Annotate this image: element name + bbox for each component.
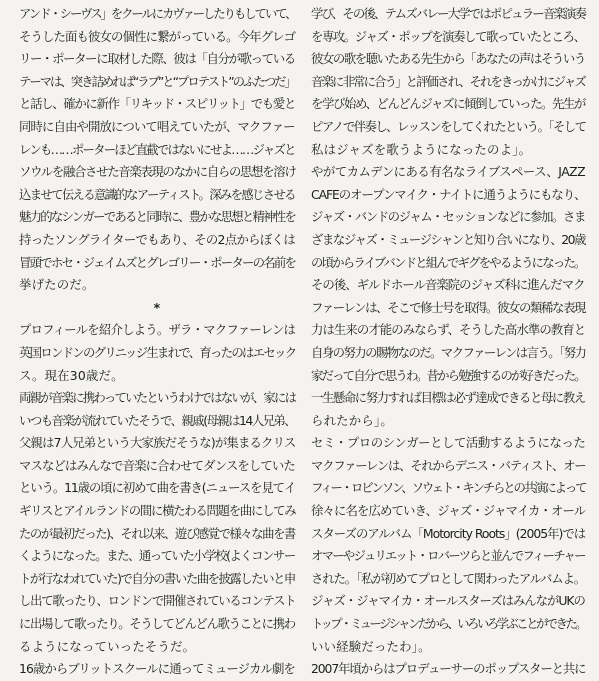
text-line: リー・ポーターに取材した際、彼は「自分が歌っている — [19, 51, 295, 67]
text-line: 音楽に非常に合う」と評価され、それをきっかけにジャズ — [311, 73, 585, 89]
text-line: ざまなジャズ・ミュージシャンと知り合いになり、20歳 — [311, 231, 586, 247]
text-line: 徐々に名を広めていき、ジャズ・ジャマイカ・オール — [311, 503, 586, 519]
text-line: いつも音楽が流れていたそうで、親戚(母親は14人兄弟、 — [19, 412, 296, 428]
text-line: アンド・シーヴス」をクールにカヴァーしたりもしていて、 — [19, 6, 296, 21]
text-line: 冒頭でホセ・ジェイムズとグレゴリー・ポーターの名前を — [19, 254, 296, 270]
text-line: 両親が音楽に携わっていたというわけではないが、家には — [19, 390, 296, 406]
text-line: CAFEのオープンマイク・ナイトに通うようにもなり、 — [311, 186, 586, 202]
text-line: レンも……ポーターほど直截ではないにせよ……ジャズと — [19, 141, 295, 157]
text-line: られたから」。 — [311, 412, 393, 428]
text-line: そうした面も彼女の個性に繋がっている。今年グレゴ — [19, 28, 296, 44]
text-line: たのが最初だった)、それ以来、遊び感覚で様々な曲を書 — [19, 525, 295, 541]
right-column — [311, 3, 585, 681]
text-line: マスなどはみんなで音楽に合わせてダンスをしていた — [19, 457, 295, 473]
text-line: 彼女の歌を聴いたある先生から「あなたの声はそういう — [311, 51, 585, 67]
text-line: を学び始め、どんどんジャズに傾倒していった。先生が — [311, 96, 586, 112]
text-line: トップ・ミュージシャンだから、いろいろ学ぶことができた。 — [311, 616, 586, 632]
text-line: プロフィールを紹介しよう。ザラ・マクファーレンは — [19, 322, 296, 338]
text-line: ス。現在30歳だ。 — [19, 367, 124, 383]
text-line: 同時に自由や開放について唱えていたが、マクファー — [19, 118, 295, 134]
text-line: 力は生来の才能のみならず、そうした高水準の教育と — [311, 322, 586, 338]
text-line: し出て歌ったり、ロンドンで開催されているコンテスト — [19, 593, 296, 609]
text-line: るようになっていったそうだ。 — [19, 638, 196, 654]
text-line: トが行なわれていた)で自分の書いた曲を披露したいと申 — [19, 570, 295, 586]
text-line: ギリスとアイルランドの間に横たわる問題を曲にしてみ — [19, 503, 296, 519]
text-line: くようになった。また、通っていた小学校(よくコンサー — [19, 548, 295, 564]
text-line: された。「私が初めてプロとして関わったアルバムよ。 — [311, 570, 586, 586]
text-line: ピアノで伴奏し、レッスンをしてくれたという。「そして — [311, 118, 586, 134]
text-line: と話し、確かに新作「リキッド・スピリット」でも愛と — [19, 96, 296, 112]
text-line: 英国ロンドンのグリニッジ生まれで、育ったのはエセック — [19, 344, 296, 360]
text-line: を専攻。ジャズ・ポップを演奏して歌っていたところ、 — [311, 28, 585, 44]
text-line: スターズのアルバム「Motorcity Roots」(2005年)では — [311, 525, 586, 541]
text-line: 16歳からブリットスクールに通ってミュージカル劇を — [19, 661, 295, 677]
text-line: という。11歳の頃に初めて曲を書き(ニュースを見てイ — [19, 480, 296, 496]
text-line: テーマは、突き詰めれば“ラブ”と“プロテスト”のふたつだ」 — [19, 73, 295, 89]
text-line: の頃からライブバンドと組んでギグをやるようになった。 — [311, 254, 585, 270]
text-line: 持ったソングライターでもあり、その2点からぼくは — [19, 231, 296, 247]
text-line: マクファーレンは、それからデニス・バティスト、オー — [311, 457, 586, 473]
text-line: オマーやジュリエット・ロバーツらと並んでフィーチャー — [311, 548, 585, 564]
text-line: 2007年頃からはプロデューサーのポップスターと共に — [311, 661, 586, 677]
text-line: 学び、その後、テムズバレー大学ではポピュラー音楽演奏 — [311, 6, 586, 21]
text-line: 父親は7人兄弟という大家族だそうな)が集まるクリス — [19, 435, 296, 451]
text-line: いい経験だったわ」。 — [311, 638, 431, 654]
text-line: 私はジャズを歌うようになったのよ」。 — [311, 141, 532, 157]
left-column — [19, 3, 295, 681]
text-line: に出場して歌ったり。そうしてどんどん歌うことに携わ — [19, 616, 295, 632]
text-line: ジャズ・バンドのジャム・セッションなどに参加。さま — [311, 209, 586, 225]
section-separator: * — [153, 299, 161, 315]
text-line: ファーレンは、そこで修士号を取得。彼女の類稀な表現 — [311, 299, 585, 315]
text-line: 込ませて伝える意識的なアーティスト。深みを感じさせる — [19, 186, 295, 202]
text-line: ソウルを融合させた音楽表現のなかに自らの思想を溶け — [19, 164, 296, 180]
text-line: ジャズ・ジャマイカ・オールスターズはみんながUKの — [311, 593, 585, 609]
text-line: フィー・ロビンソン、ソウェト・キンチらとの共演によって — [311, 480, 586, 496]
text-line: 家だって自分で思うわ。昔から勉強するのが好きだった。 — [311, 367, 585, 383]
text-line: やがてカムデンにある有名なライブスペース、JAZZ — [311, 164, 586, 180]
text-line: 一生懸命に努力すれば目標は必ず達成できると母に教え — [311, 390, 585, 406]
text-line: その後、ギルドホール音楽院のジャズ科に進んだマク — [311, 277, 585, 293]
text-line: 魅力的なシンガーであると同時に、豊かな思想と精神性を — [19, 209, 296, 225]
text-line: 挙げたのだ。 — [19, 277, 95, 293]
text-line: 自身の努力の賜物なのだ。マクファーレンは言う。「努力 — [311, 344, 586, 360]
text-line: セミ・プロのシンガーとして活動するようになった — [311, 435, 586, 451]
